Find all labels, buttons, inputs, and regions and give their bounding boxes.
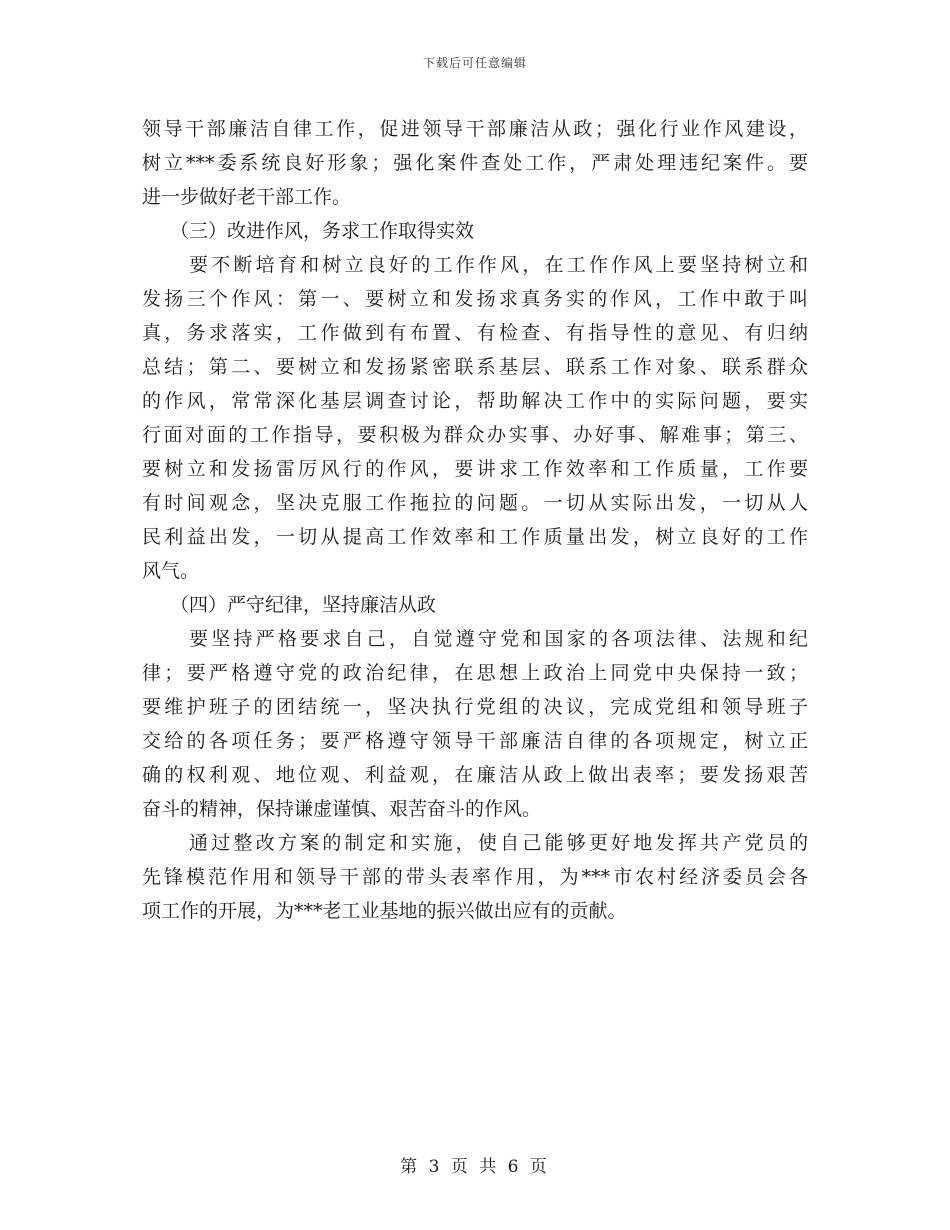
text-line: 发扬三个作风：第一、要树立和发扬求真务实的作风，工作中敢于叫 <box>142 288 808 310</box>
page-header-note: 下载后可任意编辑 <box>422 56 527 70</box>
text-line: 领导干部廉洁自律工作，促进领导干部廉洁从政；强化行业作风建设， <box>142 118 808 140</box>
text-line: 行面对面的工作指导，要积极为群众办实事、办好事、解难事；第三、 <box>142 424 808 446</box>
text-line: 的作风，常常深化基层调查讨论，帮助解决工作中的实际问题，要实 <box>142 390 808 412</box>
text-line: 奋斗的精神，保持谦虚谨慎、艰苦奋斗的作风。 <box>142 798 542 820</box>
text-line: 有时间观念，坚决克服工作拖拉的问题。一切从实际出发，一切从人 <box>142 492 808 514</box>
page-number-footer: 第 3 页 共 6 页 <box>400 1157 550 1177</box>
text-line: 树立***委系统良好形象；强化案件查处工作，严肃处理违纪案件。要 <box>142 152 808 174</box>
text-line: 先锋模范作用和领导干部的带头表率作用，为***市农村经济委员会各 <box>142 866 808 888</box>
text-line: 要维护班子的团结统一，坚决执行党组的决议，完成党组和领导班子 <box>142 696 808 718</box>
section-heading: （四）严守纪律，坚持廉洁从政 <box>170 594 437 616</box>
text-line: 民利益出发，一切从提高工作效率和工作质量出发，树立良好的工作 <box>142 526 808 548</box>
text-line: 总结；第二、要树立和发扬紧密联系基层、联系工作对象、联系群众 <box>142 356 808 378</box>
text-line: 进一步做好老干部工作。 <box>142 186 352 208</box>
text-line: 确的权利观、地位观、利益观，在廉洁从政上做出表率；要发扬艰苦 <box>142 764 808 786</box>
text-line: 要树立和发扬雷厉风行的作风，要讲求工作效率和工作质量，工作要 <box>142 458 808 480</box>
text-line: 通过整改方案的制定和实施，使自己能够更好地发挥共产党员的 <box>189 832 808 854</box>
section-heading: （三）改进作风，务求工作取得实效 <box>170 220 475 242</box>
text-line: 律；要严格遵守党的政治纪律，在思想上政治上同党中央保持一致； <box>142 662 808 684</box>
document-body <box>142 112 808 928</box>
text-line: 真，务求落实，工作做到有布置、有检查、有指导性的意见、有归纳 <box>142 322 808 344</box>
text-line: 交给的各项任务；要严格遵守领导干部廉洁自律的各项规定，树立正 <box>142 730 808 752</box>
text-line: 风气。 <box>142 560 200 582</box>
text-line: 要不断培育和树立良好的工作作风，在工作作风上要坚持树立和 <box>189 254 808 276</box>
text-line: 要坚持严格要求自己，自觉遵守党和国家的各项法律、法规和纪 <box>189 628 808 650</box>
text-line: 项工作的开展，为***老工业基地的振兴做出应有的贡献。 <box>142 900 627 922</box>
